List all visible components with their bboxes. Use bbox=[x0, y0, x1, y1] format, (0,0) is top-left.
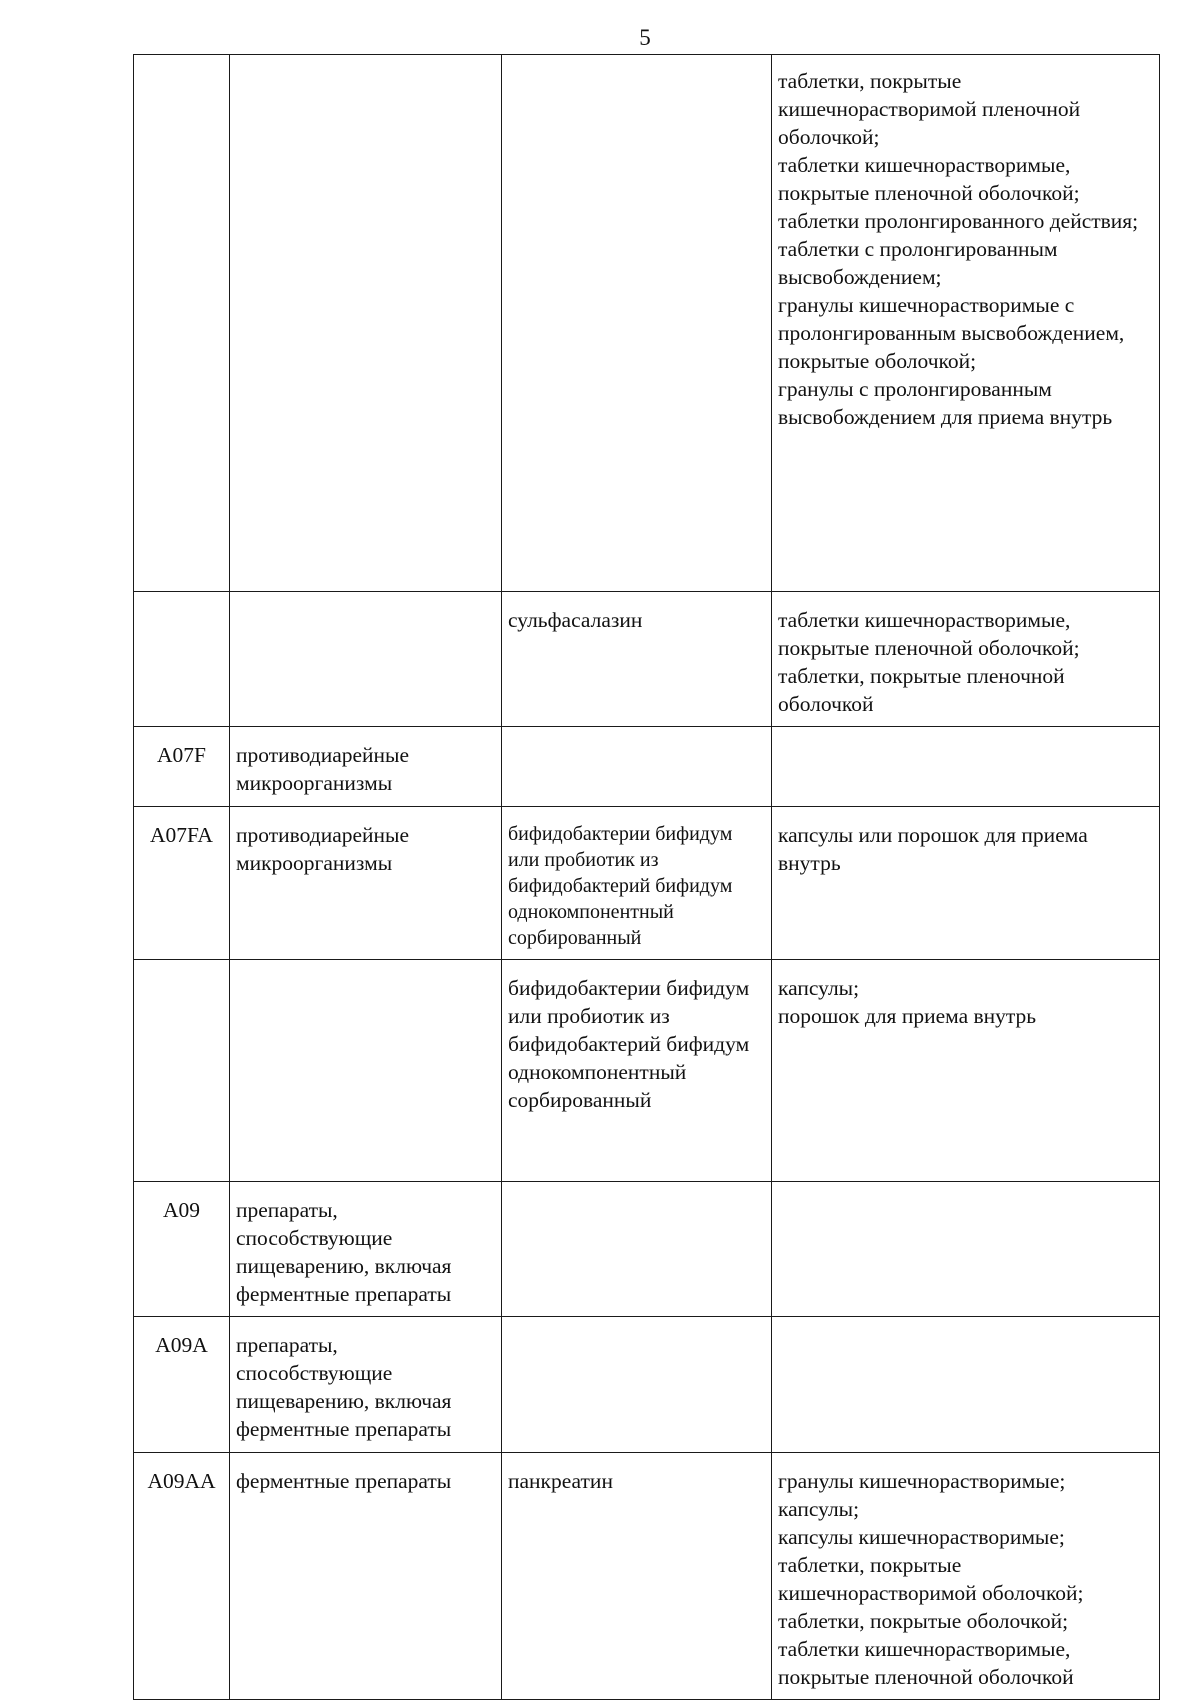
drug-name-cell bbox=[502, 55, 772, 592]
dosage-form: капсулы; bbox=[778, 1497, 860, 1521]
drug-name-cell: панкреатин bbox=[502, 1453, 772, 1700]
table-row bbox=[134, 55, 1160, 592]
atc-code-cell bbox=[134, 55, 230, 592]
group-name-cell bbox=[230, 55, 502, 592]
drug-name-cell: бифидобактерии бифидум или пробиотик из бифидобактерий бифидум однокомпонентный сорбированный bbox=[502, 960, 772, 1182]
group-name-cell: препараты, способствующие пищеварению, включая ферментные препараты bbox=[230, 1317, 502, 1453]
group-name-cell bbox=[230, 592, 502, 727]
dosage-form: таблетки кишечнорастворимые, покрытые пленочной оболочкой; bbox=[778, 153, 1080, 205]
drug-name-cell bbox=[502, 1317, 772, 1453]
group-name-cell: препараты, способствующие пищеварению, включая ферментные препараты bbox=[230, 1182, 502, 1317]
table-row bbox=[134, 727, 1160, 807]
table-row bbox=[134, 960, 1160, 1182]
atc-code-cell bbox=[134, 960, 230, 1182]
group-name-cell: ферментные препараты bbox=[230, 1453, 502, 1700]
drug-table bbox=[133, 54, 1160, 1700]
dosage-form: гранулы кишечнорастворимые; bbox=[778, 1469, 1066, 1493]
dosage-form: таблетки, покрытые кишечнорастворимой оболочкой; bbox=[778, 1553, 1084, 1605]
group-name-cell: противодиарейные микроорганизмы bbox=[230, 727, 502, 807]
atc-code-cell: A07FA bbox=[134, 807, 230, 960]
dosage-forms-cell bbox=[772, 960, 1160, 1182]
dosage-form: таблетки, покрытые кишечнорастворимой пленочной оболочкой; bbox=[778, 69, 1081, 149]
dosage-form: таблетки с пролонгированным высвобождением; bbox=[778, 237, 1058, 289]
page-number: 5 bbox=[639, 25, 651, 50]
atc-code-cell: A09 bbox=[134, 1182, 230, 1317]
table-row bbox=[134, 807, 1160, 960]
dosage-form: гранулы кишечнорастворимые с пролонгированным высвобождением, покрытые оболочкой; bbox=[778, 293, 1125, 373]
atc-code-cell bbox=[134, 592, 230, 727]
group-name-cell: противодиарейные микроорганизмы bbox=[230, 807, 502, 960]
atc-code-cell: A09A bbox=[134, 1317, 230, 1453]
table-row bbox=[134, 592, 1160, 727]
dosage-forms-cell bbox=[772, 727, 1160, 807]
dosage-form: порошок для приема внутрь bbox=[778, 1004, 1037, 1028]
dosage-form: капсулы; bbox=[778, 976, 860, 1000]
drug-name-cell: сульфасалазин bbox=[502, 592, 772, 727]
dosage-form: таблетки кишечнорастворимые, покрытые пленочной оболочкой; bbox=[778, 608, 1080, 660]
dosage-form: капсулы кишечнорастворимые; bbox=[778, 1525, 1065, 1549]
dosage-form: таблетки пролонгированного действия; bbox=[778, 209, 1139, 233]
table-row bbox=[134, 1453, 1160, 1700]
dosage-form: гранулы с пролонгированным высвобождением для приема внутрь bbox=[778, 377, 1113, 429]
dosage-form: капсулы или порошок для приема внутрь bbox=[778, 823, 1088, 875]
dosage-forms-cell bbox=[772, 1317, 1160, 1453]
dosage-form: таблетки, покрытые пленочной оболочкой bbox=[778, 664, 1065, 716]
drug-name-cell bbox=[502, 727, 772, 807]
group-name-cell bbox=[230, 960, 502, 1182]
dosage-forms-cell bbox=[772, 807, 1160, 960]
dosage-forms-cell bbox=[772, 1182, 1160, 1317]
dosage-form: таблетки кишечнорастворимые, покрытые пленочной оболочкой bbox=[778, 1637, 1074, 1689]
dosage-forms-cell bbox=[772, 1453, 1160, 1700]
atc-code-cell: A09AA bbox=[134, 1453, 230, 1700]
drug-name-cell bbox=[502, 1182, 772, 1317]
dosage-forms-cell bbox=[772, 55, 1160, 592]
dosage-form: таблетки, покрытые оболочкой; bbox=[778, 1609, 1069, 1633]
drug-name-cell: бифидобактерии бифидум или пробиотик из бифидобактерий бифидум однокомпонентный сорбированный bbox=[502, 807, 772, 960]
dosage-forms-cell bbox=[772, 592, 1160, 727]
table-row bbox=[134, 1182, 1160, 1317]
atc-code-cell: A07F bbox=[134, 727, 230, 807]
table-row bbox=[134, 1317, 1160, 1453]
